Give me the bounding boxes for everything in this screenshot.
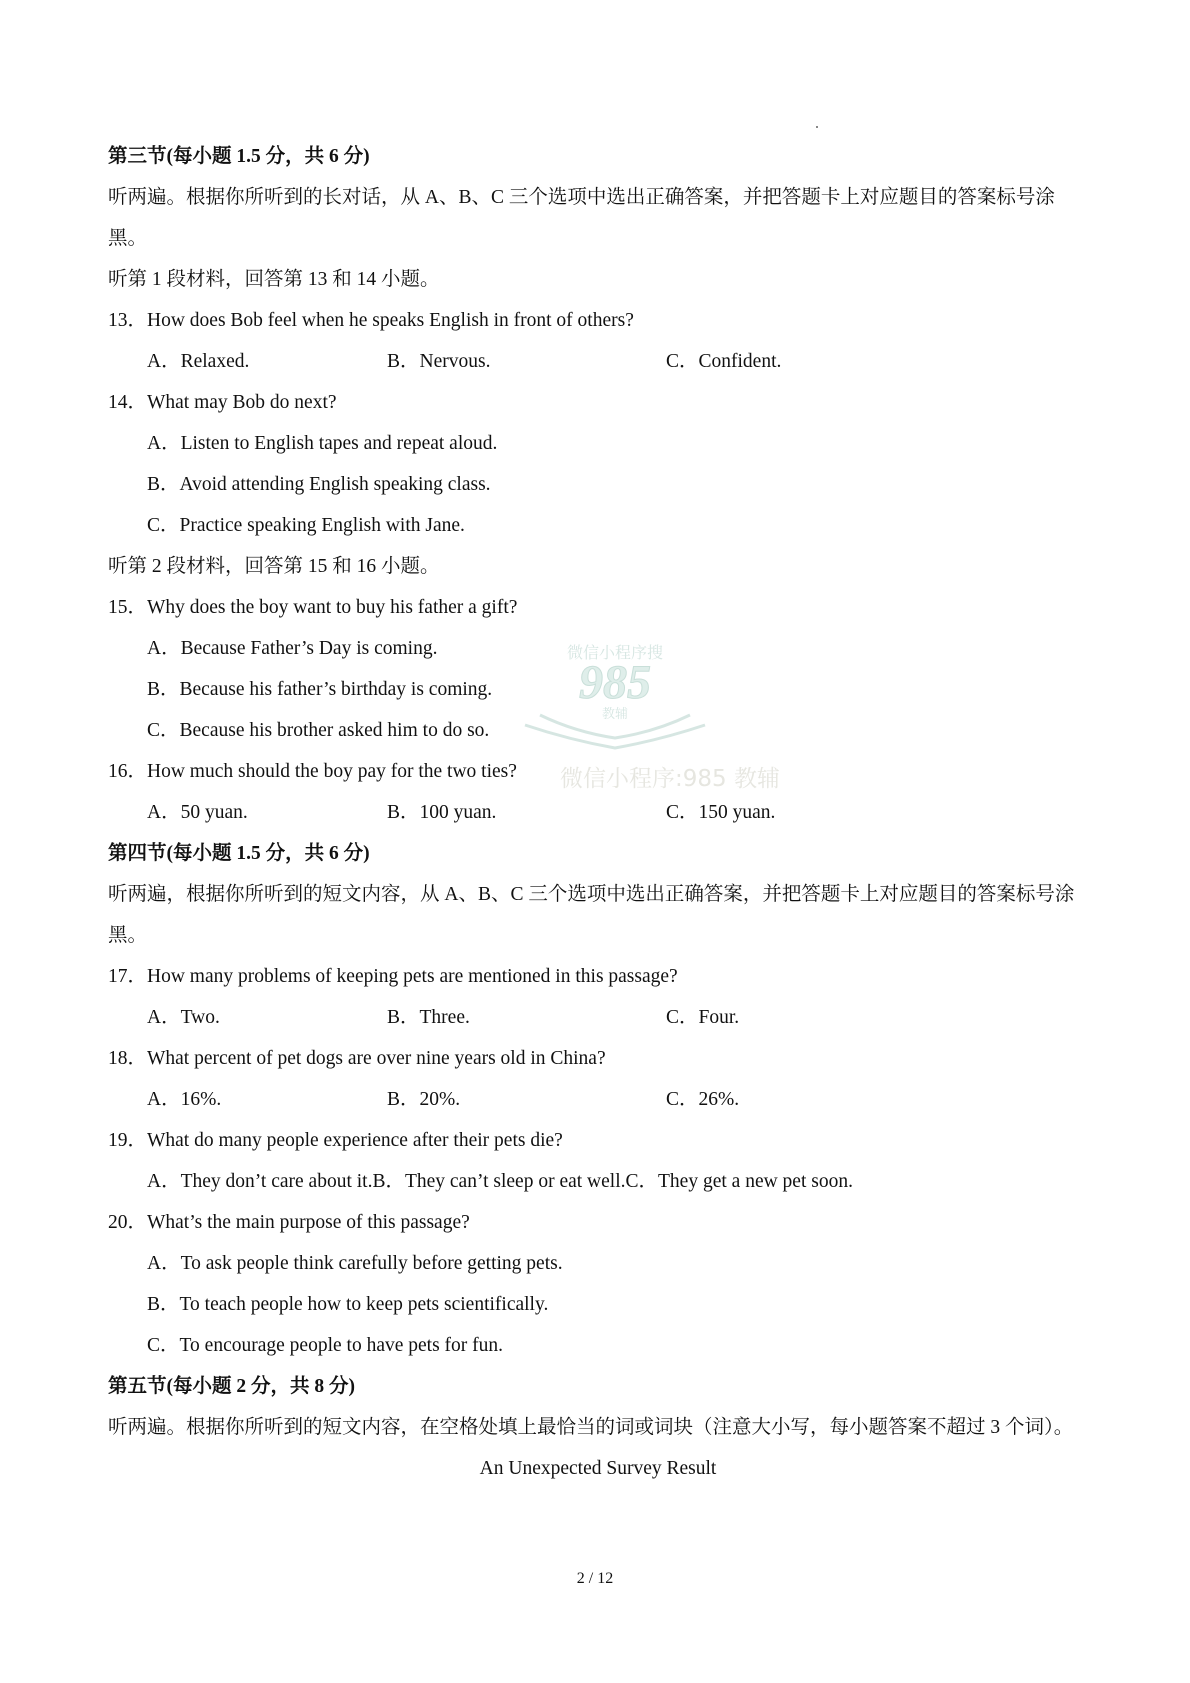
option-c: C．They get a new pet soon. — [625, 1171, 853, 1192]
option-b: B．Nervous. — [387, 351, 491, 372]
question-stem: 19．What do many people experience after their pets die? — [108, 1130, 563, 1151]
question-stem: 20．What’s the main purpose of this passage? — [108, 1212, 470, 1233]
watermark-logo-bottom: 教辅 — [601, 707, 628, 722]
options-row — [108, 1161, 1093, 1202]
section-instruction: 听两遍。根据你所听到的短文内容，在空格处填上最恰当的词或词块（注意大小写，每小题答案不超过 3 个词）。 — [108, 1417, 1074, 1438]
options-row — [108, 997, 1093, 1038]
option-a: A．Relaxed. — [147, 351, 250, 372]
options-row — [108, 341, 1093, 382]
option-a: A．50 yuan. — [147, 802, 248, 823]
scan-dot — [816, 126, 818, 128]
option-b: B．To teach people how to keep pets scientifically. — [147, 1294, 549, 1315]
group-intro: 听第 1 段材料，回答第 13 和 14 小题。 — [108, 269, 440, 290]
page-number: 2 / 12 — [576, 1570, 614, 1587]
option-c: C．150 yuan. — [666, 802, 776, 823]
option-line — [108, 1243, 1093, 1284]
option-a: A．Because Father’s Day is coming. — [147, 638, 438, 659]
options-row — [108, 792, 1093, 833]
option-line — [108, 464, 1093, 505]
options-row — [108, 1079, 1093, 1120]
option-line — [108, 505, 1093, 546]
watermark-logo-number: 985 — [579, 656, 651, 709]
section-heading: 第五节(每小题 2 分，共 8 分) — [108, 1376, 355, 1397]
option-line — [108, 669, 1093, 710]
question-stem: 13．How does Bob feel when he speaks English in front of others? — [108, 310, 634, 331]
question-stem: 17．How many problems of keeping pets are mentioned in this passage? — [108, 966, 678, 987]
section-instruction: 听两遍。根据你所听到的长对话，从 A、B、C 三个选项中选出正确答案，并把答题卡上对应题目的答案标号涂黑。 — [108, 187, 1055, 249]
option-b: B．Three. — [387, 1007, 470, 1028]
question-stem: 15．Why does the boy want to buy his father a gift? — [108, 597, 518, 618]
option-b: B．Avoid attending English speaking class. — [147, 474, 491, 495]
section-heading: 第三节(每小题 1.5 分，共 6 分) — [108, 146, 370, 167]
option-line — [108, 710, 1093, 751]
section-instruction: 听两遍，根据你所听到的短文内容，从 A、B、C 三个选项中选出正确答案，并把答题卡上对应题目的答案标号涂黑。 — [108, 884, 1075, 946]
page-content — [108, 136, 1093, 1489]
question-stem: 16．How much should the boy pay for the two ties? — [108, 761, 517, 782]
option-line — [108, 423, 1093, 464]
option-a: A．Listen to English tapes and repeat aloud. — [147, 433, 498, 454]
option-c: C．Confident. — [666, 351, 782, 372]
option-c: C．Practice speaking English with Jane. — [147, 515, 465, 536]
question-stem: 18．What percent of pet dogs are over nine years old in China? — [108, 1048, 606, 1069]
option-b: B．100 yuan. — [387, 802, 497, 823]
watermark-text: 微信小程序:985 教辅 — [560, 766, 780, 792]
option-a: A．16%. — [147, 1089, 222, 1110]
option-b: B．20%. — [387, 1089, 461, 1110]
group-intro: 听第 2 段材料，回答第 15 和 16 小题。 — [108, 556, 440, 577]
option-c: C．26%. — [666, 1089, 740, 1110]
option-a: A．Two. — [147, 1007, 220, 1028]
option-line — [108, 1325, 1093, 1366]
option-b: B．They can’t sleep or eat well. — [372, 1171, 626, 1192]
option-c: C．Because his brother asked him to do so. — [147, 720, 490, 741]
question-stem: 14．What may Bob do next? — [108, 392, 337, 413]
watermark-logo-top: 微信小程序搜 — [566, 643, 663, 662]
section-heading: 第四节(每小题 1.5 分，共 6 分) — [108, 843, 370, 864]
option-line — [108, 628, 1093, 669]
option-c: C．To encourage people to have pets for fun. — [147, 1335, 504, 1356]
option-line — [108, 1284, 1093, 1325]
option-b: B．Because his father’s birthday is coming. — [147, 679, 493, 700]
option-a: A．They don’t care about it. — [147, 1171, 373, 1192]
option-c: C．Four. — [666, 1007, 740, 1028]
passage-title: An Unexpected Survey Result — [479, 1458, 717, 1479]
option-a: A．To ask people think carefully before getting pets. — [147, 1253, 563, 1274]
